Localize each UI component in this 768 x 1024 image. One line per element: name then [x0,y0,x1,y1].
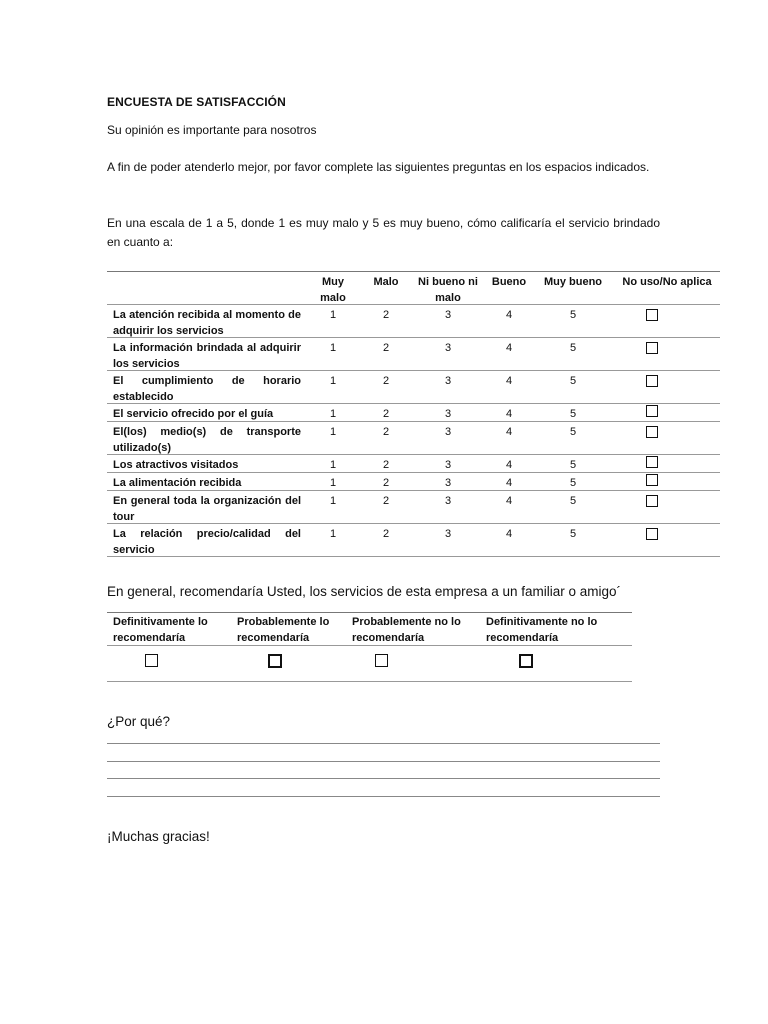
header-muy-bueno: Muy bueno [543,276,603,288]
rating-row-alimentacion [107,473,720,491]
score-1[interactable]: 1 [329,477,337,489]
scale-instruction: En una escala de 1 a 5, donde 1 es muy malo y 5 es muy bueno, cómo calificaría el servicio brindado en cuanto a: [107,216,660,249]
rating-row-label: En general toda la organización del tour [113,495,301,523]
rating-row-horario [107,371,720,404]
score-3[interactable]: 3 [444,342,452,354]
option-definitely-no-label: Definitivamente no lo recomendaría [486,616,598,644]
score-1[interactable]: 1 [329,528,337,540]
recommend-table-header [107,613,632,646]
why-answer-line-3[interactable] [107,778,660,779]
score-4[interactable]: 4 [505,426,513,438]
no-aplica-checkbox[interactable] [646,405,658,417]
rating-table-header [107,272,720,305]
score-5[interactable]: 5 [569,477,577,489]
closing-text: ¡Muchas gracias! [107,829,210,844]
option-definitely-yes-label: Definitivamente lo recomendaría [113,616,208,644]
rating-row-label: El(los) medio(s) de transporte utilizado(s) [113,426,301,454]
why-answer-line-4[interactable] [107,796,660,797]
score-1[interactable]: 1 [329,342,337,354]
score-3[interactable]: 3 [444,528,452,540]
rating-row-label: La alimentación recibida [113,477,242,489]
score-2[interactable]: 2 [382,375,390,387]
why-answer-line-1[interactable] [107,743,660,744]
score-5[interactable]: 5 [569,342,577,354]
rating-row-informacion [107,338,720,371]
survey-title: ENCUESTA DE SATISFACCIÓN [107,95,286,109]
score-1[interactable]: 1 [329,408,337,420]
rating-row-precio-calidad [107,524,720,557]
score-1[interactable]: 1 [329,309,337,321]
header-bueno: Bueno [491,276,527,288]
score-5[interactable]: 5 [569,528,577,540]
score-5[interactable]: 5 [569,408,577,420]
rating-row-label: Los atractivos visitados [113,459,239,471]
score-4[interactable]: 4 [505,528,513,540]
no-aplica-checkbox[interactable] [646,342,658,354]
definitely-yes-checkbox[interactable] [145,654,158,667]
probably-yes-checkbox[interactable] [268,654,282,668]
rating-row-label: La información brindada al adquirir los servicios [113,342,301,370]
score-4[interactable]: 4 [505,408,513,420]
score-4[interactable]: 4 [505,459,513,471]
probably-no-checkbox[interactable] [375,654,388,667]
rating-row-label: El servicio ofrecido por el guía [113,408,274,420]
score-5[interactable]: 5 [569,459,577,471]
why-label: ¿Por qué? [107,714,171,729]
recommend-table [107,612,632,682]
score-2[interactable]: 2 [382,408,390,420]
rating-row-label: La atención recibida al momento de adquirir los servicios [113,309,301,337]
no-aplica-checkbox[interactable] [646,426,658,438]
score-3[interactable]: 3 [444,426,452,438]
score-3[interactable]: 3 [444,477,452,489]
rating-row-atencion [107,305,720,338]
score-1[interactable]: 1 [329,375,337,387]
score-1[interactable]: 1 [329,426,337,438]
why-answer-line-2[interactable] [107,761,660,762]
score-4[interactable]: 4 [505,477,513,489]
rating-row-label: El cumplimiento de horario establecido [113,375,301,403]
score-4[interactable]: 4 [505,309,513,321]
score-5[interactable]: 5 [569,375,577,387]
score-1[interactable]: 1 [329,495,337,507]
score-5[interactable]: 5 [569,495,577,507]
no-aplica-checkbox[interactable] [646,375,658,387]
score-2[interactable]: 2 [382,477,390,489]
recommend-options-row [107,646,632,682]
score-4[interactable]: 4 [505,495,513,507]
no-aplica-checkbox[interactable] [646,474,658,486]
option-probably-yes-label: Probablemente lo recomendaría [237,616,330,644]
score-3[interactable]: 3 [444,375,452,387]
header-muy-malo: Muy malo [320,276,346,304]
score-2[interactable]: 2 [382,342,390,354]
score-2[interactable]: 2 [382,528,390,540]
score-5[interactable]: 5 [569,426,577,438]
definitely-no-checkbox[interactable] [519,654,533,668]
no-aplica-checkbox[interactable] [646,528,658,540]
score-1[interactable]: 1 [329,459,337,471]
score-2[interactable]: 2 [382,459,390,471]
rating-row-guia [107,404,720,422]
score-4[interactable]: 4 [505,375,513,387]
score-2[interactable]: 2 [382,426,390,438]
recommend-question: En general, recomendaría Usted, los servicios de esta empresa a un familiar o amigo´ [107,584,621,599]
score-3[interactable]: 3 [444,459,452,471]
score-2[interactable]: 2 [382,495,390,507]
no-aplica-checkbox[interactable] [646,456,658,468]
survey-subtitle: Su opinión es importante para nosotros [107,123,317,137]
score-2[interactable]: 2 [382,309,390,321]
header-malo: Malo [373,276,399,288]
rating-row-label: La relación precio/calidad del servicio [113,528,301,556]
no-aplica-checkbox[interactable] [646,309,658,321]
rating-row-atractivos [107,455,720,473]
header-ni-bueno-ni-malo: Ni bueno ni malo [418,276,478,304]
no-aplica-checkbox[interactable] [646,495,658,507]
intro-paragraph: A fin de poder atenderlo mejor, por favor complete las siguientes preguntas en los espacios indicados. [107,160,650,174]
score-5[interactable]: 5 [569,309,577,321]
header-no-aplica: No uso/No aplica [622,276,712,288]
rating-row-transporte [107,422,720,455]
score-3[interactable]: 3 [444,309,452,321]
score-3[interactable]: 3 [444,408,452,420]
option-probably-no-label: Probablemente no lo recomendaría [352,616,461,644]
score-4[interactable]: 4 [505,342,513,354]
rating-table [107,271,720,557]
rating-row-organizacion [107,491,720,524]
score-3[interactable]: 3 [444,495,452,507]
